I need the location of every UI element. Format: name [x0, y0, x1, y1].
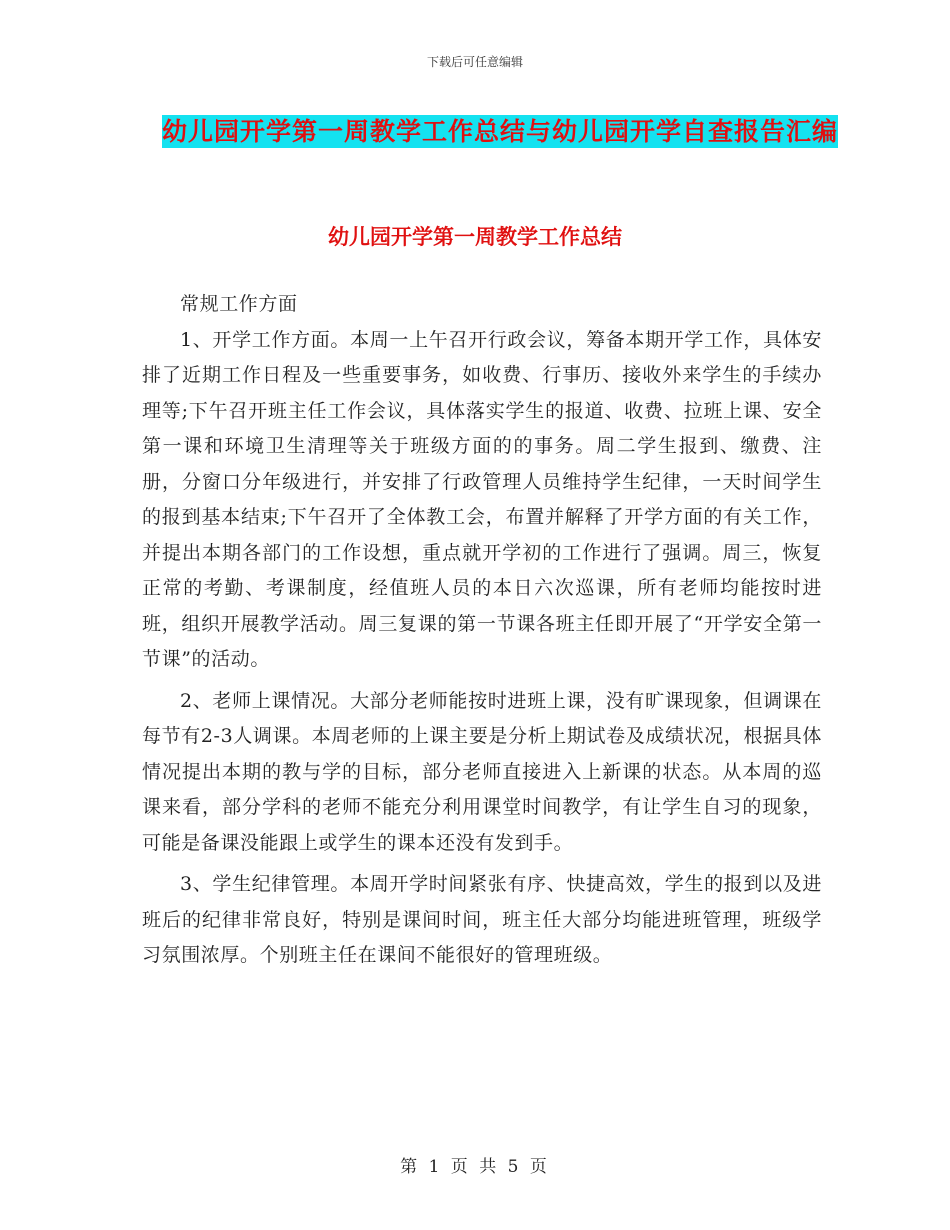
paragraph: 1、开学工作方面。本周一上午召开行政会议，筹备本期开学工作，具体安排了近期工作日程及一些重要事务，如收费、行事历、接收外来学生的手续办理等;下午召开班主任工作会议，具体落实学生的报道、收费、拉班上课、安全第一课和环境卫生清理等关于班级方面的的事务。周二学生报到、缴费、注册，分窗口分年级进行，并安排了行政管理人员维持学生纪律，一天时间学生的报到基本结束;下午召开了全体教工会，布置并解释了开学方面的有关工作，并提出本期各部门的工作设想，重点就开学初的工作进行了强调。周三，恢复正常的考勤、考课制度，经值班人员的本日六次巡课，所有老师均能按时进班，组织开展教学活动。周三复课的第一节课各班主任即开展了“开学安全第一节课”的活动。 [142, 328, 822, 670]
header-note: 下载后可任意编辑 [426, 55, 523, 69]
paragraph: 3、学生纪律管理。本周开学时间紧张有序、快捷高效，学生的报到以及进班后的纪律非常良好，特别是课间时间，班主任大部分均能进班管理，班级学习氛围浓厚。个别班主任在课间不能很好的管理班级。 [142, 873, 822, 966]
subheading: 常规工作方面 [180, 293, 298, 315]
page-number: 第 1 页 共 5 页 [400, 1157, 550, 1177]
document-body [142, 287, 822, 974]
document-title [140, 110, 860, 154]
section-title: 幼儿园开学第一周教学工作总结 [328, 225, 622, 249]
document-title-text: 幼儿园开学第一周教学工作总结与幼儿园开学自查报告汇编 [161, 117, 838, 146]
paragraph: 2、老师上课情况。大部分老师能按时进班上课，没有旷课现象，但调课在每节有2-3人调课。本周老师的上课主要是分析上期试卷及成绩状况，根据具体情况提出本期的教与学的目标，部分老师直接进入上新课的状态。从本周的巡课来看，部分学科的老师不能充分利用课堂时间教学，有让学生自习的现象，可能是备课没能跟上或学生的课本还没有发到手。 [142, 689, 822, 854]
